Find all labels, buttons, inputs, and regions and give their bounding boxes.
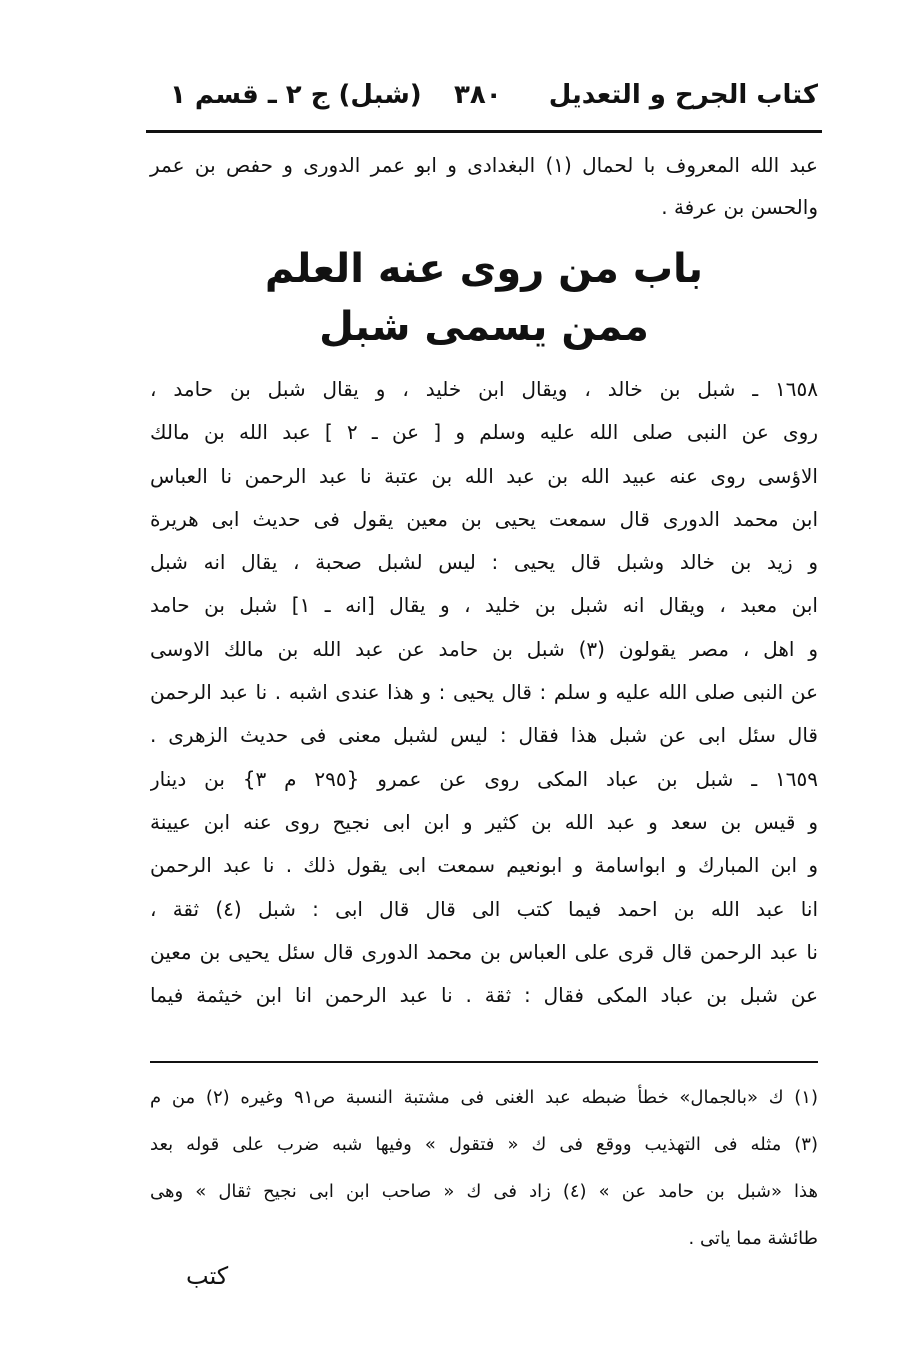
body-line: انا عبد الله بن احمد فيما كتب الى قال قال ابى : شبل (٤) ثقة ،: [150, 896, 818, 921]
catchword: كتب: [186, 1262, 229, 1290]
body-line: عن شبل بن عباد المكى فقال : ثقة . نا عبد الرحمن انا ابن خيثمة فيما: [150, 983, 818, 1008]
body-line: قال سئل ابى عن شبل هذا فقال : ليس لشبل معنى فى حديث الزهرى .: [150, 723, 818, 748]
body-line: نا عبد الرحمن قال قرى على العباس بن محمد الدورى قال سئل يحيى بن معين: [150, 939, 818, 964]
body-line: عن النبى صلى الله عليه و سلم : قال يحيى : و هذا عندى اشبه . نا عبد الرحمن: [150, 680, 818, 705]
body-line: و زيد بن خالد وشبل قال يحيى : ليس لشبل صحبة ، يقال انه شبل: [150, 550, 818, 575]
volume-label: (شبل) ج ٢ ـ قسم ١: [170, 80, 422, 110]
body-line: و قيس بن سعد و عبد الله بن كثير و ابن ابى نجيح روى عنه ابن عيينة: [150, 809, 818, 834]
entries-body: [150, 368, 818, 1017]
intro-line: عبد الله المعروف با لحمال (١) البغدادى و ابو عمر الدورى و حفص بن: [194, 153, 818, 177]
section-subheading: ممن يسمى شبل: [319, 304, 649, 350]
section-heading: باب من روى عنه العلم: [264, 246, 704, 292]
footnote-rule: [150, 1061, 818, 1063]
running-header: [150, 74, 818, 124]
body-line: و اهل ، مصر يقولون (٣) شبل بن حامد عن عبد الله بن مالك الاوسى: [150, 636, 818, 661]
footnote-line: طائشة مما ياتى .: [688, 1228, 818, 1249]
body-line: ١٦٥٩ ـ شبل بن عباد المكى روى عن عمرو {٢٩٥ م ٣} بن دينار: [150, 766, 818, 791]
page-number: ٣٨٠: [454, 80, 502, 110]
footnotes: [150, 1074, 818, 1262]
body-line: ابن محمد الدورى قال سمعت يحيى بن معين يقول فى حديث ابى هريرة: [150, 506, 818, 531]
body-line: ابن معبد ، ويقال انه شبل بن خليد ، و يقال [انه ـ ١] شبل بن حامد: [150, 593, 818, 618]
body-line: ١٦٥٨ ـ شبل بن خالد ، ويقال ابن خليد ، و يقال شبل بن حامد ،: [150, 377, 818, 401]
intro-paragraph: [150, 144, 818, 228]
intro-line: عمر والحسن بن عرفة .: [150, 153, 818, 219]
body-line: و ابن المبارك و ابواسامة و ابونعيم سمعت ابى يقول ذلك . نا عبد الرحمن: [150, 853, 818, 878]
header-rule: [146, 130, 822, 133]
footnote-line: (١) ك «بالجمال» خطأ ضبطه عبد الغنى فى مشتبة النسبة ص٩١ وغيره (٢) من م: [150, 1087, 818, 1108]
footnote-line: (٣) مثله فى التهذيب ووقع فى ك « فتقول » وفيها شبه ضرب على قوله بعد: [150, 1134, 818, 1155]
book-title: كتاب الجرح و التعديل: [548, 80, 818, 110]
body-line: الاؤسى روى عنه عبيد الله بن عبد الله بن عتبة نا عبد الرحمن نا العباس: [150, 463, 818, 488]
body-line: روى عن النبى صلى الله عليه وسلم و [ عن ـ ٢ ] عبد الله بن مالك: [150, 420, 818, 445]
footnote-line: هذا «شبل بن حامد عن » (٤) زاد فى ك « صاحب ابن ابى نجيح ثقال » وهى: [150, 1181, 818, 1202]
